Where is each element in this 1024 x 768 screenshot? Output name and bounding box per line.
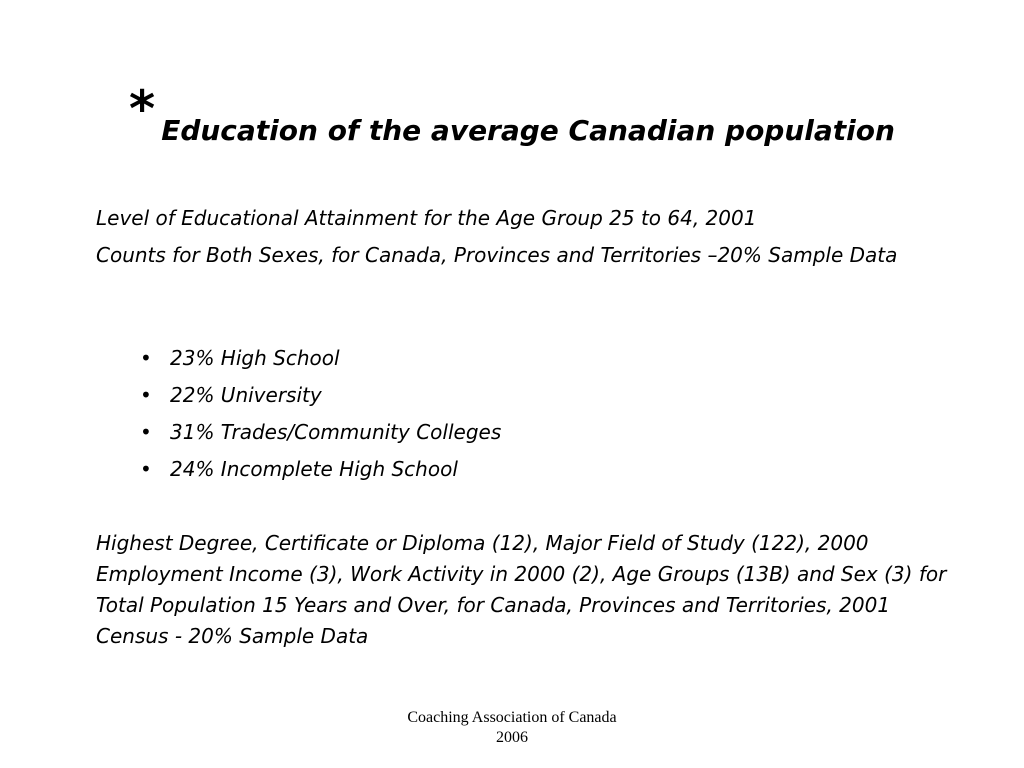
list-item <box>140 343 501 380</box>
asterisk-icon: * <box>129 80 156 138</box>
footer-year: 2006 <box>496 729 528 746</box>
footer <box>362 708 662 748</box>
bullet-text: 22% University <box>170 383 322 407</box>
bullet-icon: • <box>140 457 152 481</box>
bullet-icon: • <box>140 383 152 407</box>
counts-description: Counts for Both Sexes, for Canada, Provinces and Territories –20% Sample Data <box>96 243 898 267</box>
education-bullet-list <box>140 343 501 491</box>
footer-organization: Coaching Association of Canada <box>407 709 617 726</box>
list-item <box>140 417 501 454</box>
bullet-text: 24% Incomplete High School <box>170 457 458 481</box>
bullet-icon: • <box>140 420 152 444</box>
attainment-heading: Level of Educational Attainment for the Age Group 25 to 64, 2001 <box>96 206 757 230</box>
bullet-text: 31% Trades/Community Colleges <box>170 420 502 444</box>
source-citation: Highest Degree, Certificate or Diploma (12), Major Field of Study (122), 2000 Employment Income (3), Work Activity in 2000 (2), Age Groups (13B) and Sex (3) for Total Population 15 Years and Over, for Canada, Provinces and Territories, 2001 Census - 20% Sample Data <box>96 531 947 648</box>
list-item <box>140 380 501 417</box>
list-item <box>140 454 501 491</box>
slide-title: Education of the average Canadian population <box>161 114 895 147</box>
bullet-icon: • <box>140 346 152 370</box>
title-row <box>0 80 1024 147</box>
bullet-text: 23% High School <box>170 346 340 370</box>
